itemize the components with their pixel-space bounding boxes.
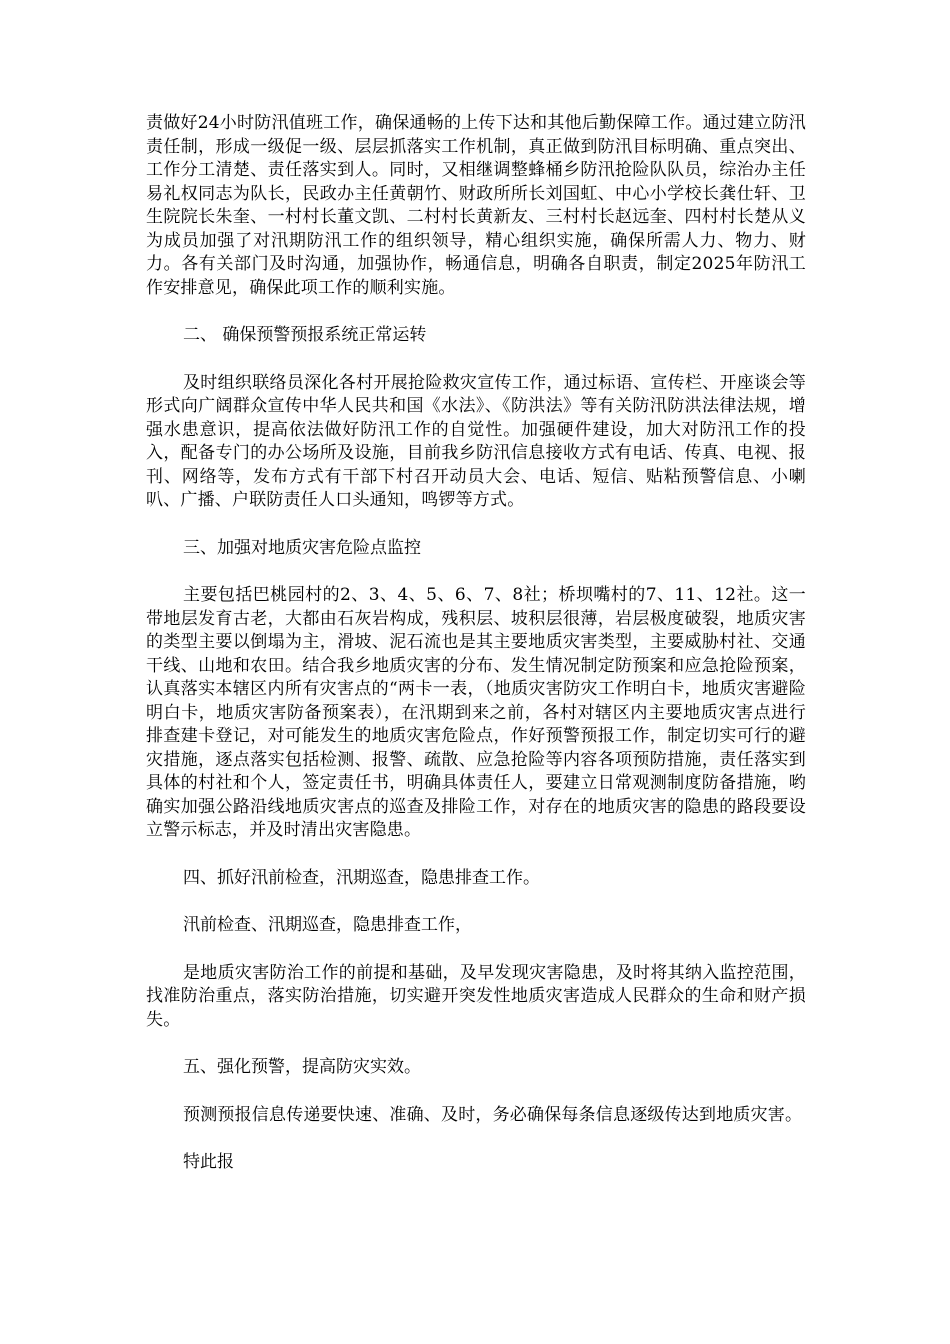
- paragraph-gap: [146, 1080, 806, 1104]
- section-heading-5: 五、强化预警，提高防灾实效。: [183, 1057, 421, 1077]
- paragraph-warning-system: 及时组织联络员深化各村开展抢险救灾宣传工作，通过标语、宣传栏、开座谈会等形式向广阔群众宣传中华人民共和国《水法》、《防洪法》等有关防汛防洪法律法规，增强水患意识，提高依法做好防汛工作的自觉性。加强硬件建设，加大对防汛工作的投入，配备专门的办公场所及设施，目前我乡防汛信息接收方式有电话、传真、电视、报刊、网络等，发布方式有干部下村召开动员大会、电话、短信、贴粘预警信息、小喇叭、广播、户联防责任人口头通知，鸣锣等方式。: [146, 372, 806, 510]
- paragraph-hazard-points: 主要包括巴桃园村的2、3、4、5、6、7、8社；桥坝嘴村的7、11、12社。这一带地层发育古老，大都由石灰岩构成，残积层、坡积层很薄，岩层极度破裂，地质灾害的类型主要以倒塌为主，滑坡、泥石流也是其主要地质灾害类型，主要威胁村社、交通干线、山地和农田。结合我乡地质灾害的分布、发生情况制定防预案和应急抢险预案，认真落实本辖区内所有灾害点的“两卡一表，（地质灾害防灾工作明白卡，地质灾害避险明白卡，地质灾害防备预案表），在汛期到来之前，各村对辖区内主要地质灾害点进行排查建卡登记，对可能发生的地质灾害危险点，作好预警预报工作，制定切实可行的避灾措施，逐点落实包括检测、报警、疏散、应急抢险等内容各项预防措施，责任落实到具体的村社和个人，签定责任书，明确具体责任人，要建立日常观测制度防备措施，哟确实加强公路沿线地质灾害点的巡查及排险工作，对存在的地质灾害的隐患的路段要设立警示标志，并及时清出灾害隐患。: [146, 585, 806, 840]
- paragraph-gap: [146, 1127, 806, 1151]
- paragraph-inspection-basis: 是地质灾害防治工作的前提和基础，及早发现灾害隐患，及时将其纳入监控范围，找准防治重点，落实防治措施，切实避开突发性地质灾害造成人民群众的生命和财产损失。: [146, 962, 806, 1030]
- paragraph-gap: [146, 348, 806, 372]
- paragraph-gap: [146, 890, 806, 914]
- section-heading-4: 四、抓好汛前检查，汛期巡查，隐患排查工作。: [183, 867, 540, 888]
- paragraph-gap: [146, 843, 806, 867]
- paragraph-forecast-delivery: 预测预报信息传递要快速、准确、及时，务必确保每条信息逐级传达到地质灾害。: [183, 1104, 803, 1125]
- paragraph-flood-duty: 责做好24小时防汛值班工作，确保通畅的上传下达和其他后勤保障工作。通过建立防汛责任制，形成一级促一级、层层抓落实工作机制，真正做到防汛目标明确、重点突出、工作分工清楚、责任落实到人。同时，又相继调整蜂桶乡防汛抢险队队员，综治办主任易礼权同志为队长，民政办主任黄朝竹、财政所所长刘国虹、中心小学校长龚仕轩、卫生院院长朱奎、一村村长董文凯、二村村长黄新友、三村村长赵远奎、四村村长楚从义为成员加强了对汛期防汛工作的组织领导，精心组织实施，确保所需人力、物力、财力。各有关部门及时沟通，加强协作，畅通信息，明确各自职责，制定2025年防汛工作安排意见，确保此项工作的顺利实施。: [146, 113, 806, 298]
- document-page: [146, 112, 806, 1175]
- paragraph-gap: [146, 300, 806, 324]
- closing-line: 特此报: [183, 1152, 234, 1172]
- paragraph-gap: [146, 938, 806, 962]
- paragraph-gap: [146, 1032, 806, 1056]
- section-heading-2: 二、 确保预警预报系统正常运转: [183, 325, 427, 345]
- paragraph-gap: [146, 560, 806, 584]
- paragraph-gap: [146, 513, 806, 537]
- section-heading-3: 三、加强对地质灾害危险点监控: [183, 537, 421, 558]
- subheading-inspection: 汛前检查、汛期巡查，隐患排查工作，: [183, 915, 472, 935]
